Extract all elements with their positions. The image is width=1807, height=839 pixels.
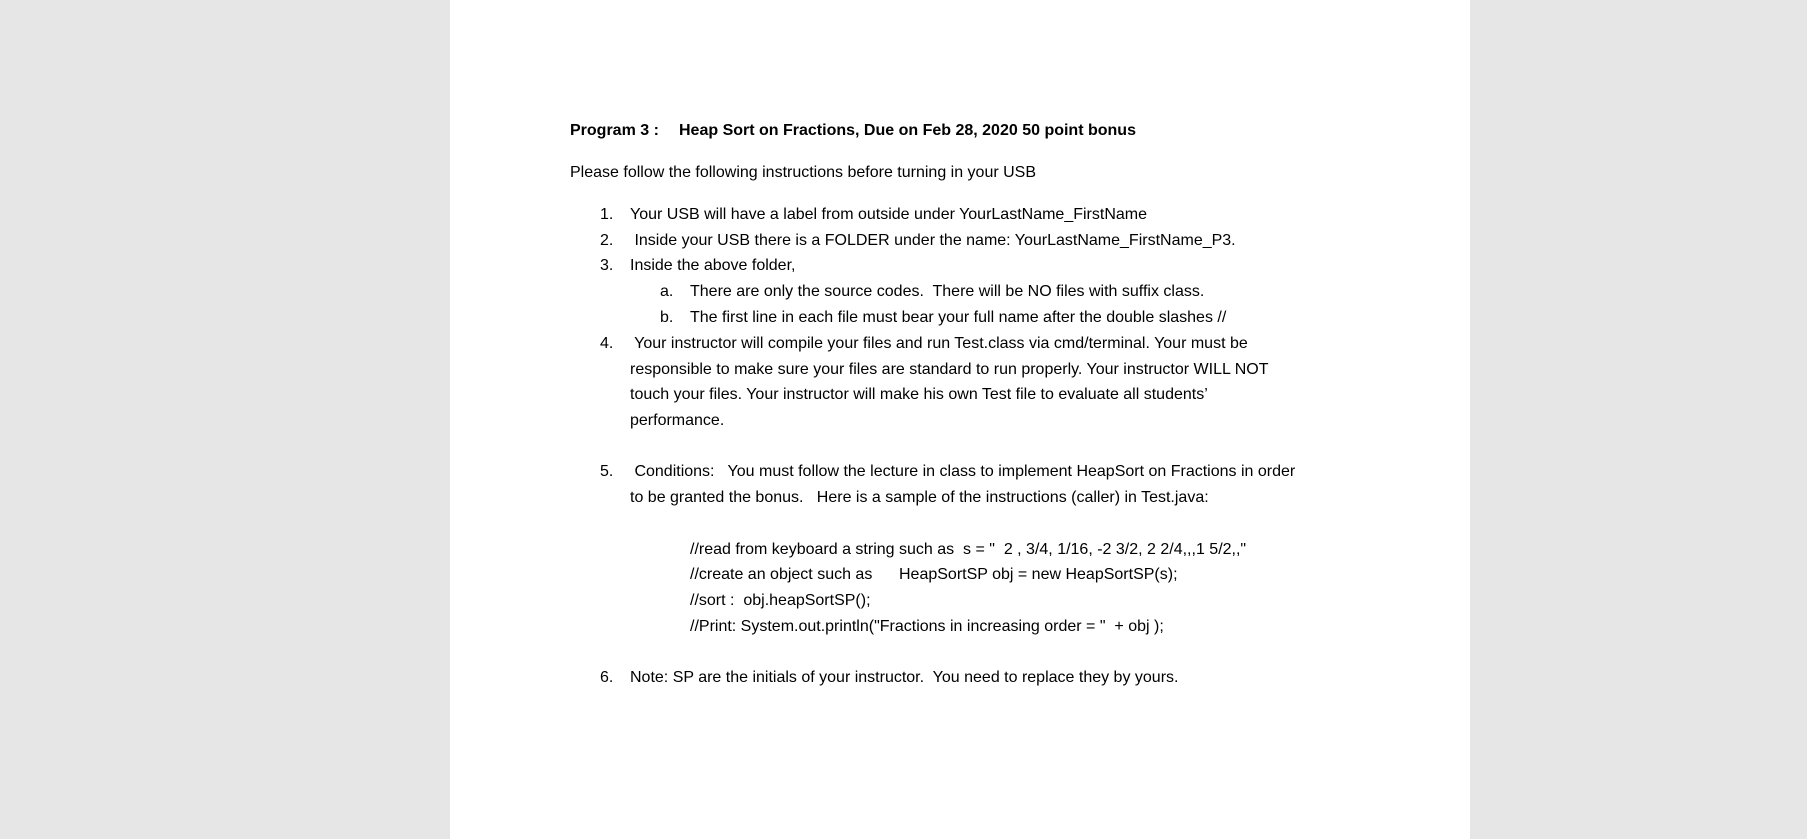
code-line: //sort : obj.heapSortSP(); bbox=[690, 592, 871, 609]
sub-item-letter: b. bbox=[660, 309, 674, 326]
sub-item-text: The first line in each file must bear your full name after the double slashes // bbox=[690, 309, 1227, 326]
document-page bbox=[450, 0, 1470, 839]
code-line: //Print: System.out.println("Fractions in increasing order = " + obj ); bbox=[690, 618, 1164, 635]
list-item-number: 2. bbox=[600, 232, 614, 249]
list-item-text: touch your files. Your instructor will make his own Test file to evaluate all students’ bbox=[630, 386, 1208, 403]
code-line: //read from keyboard a string such as s = " 2 , 3/4, 1/16, -2 3/2, 2 2/4,,,1 5/2,," bbox=[690, 541, 1247, 558]
sub-item-text: There are only the source codes. There will be NO files with suffix class. bbox=[690, 283, 1205, 300]
list-item-text: Inside the above folder, bbox=[630, 257, 796, 274]
list-item-text: Your instructor will compile your files and run Test.class via cmd/terminal. Your must be bbox=[630, 335, 1248, 352]
list-item-text: responsible to make sure your files are standard to run properly. Your instructor WILL NOT bbox=[630, 361, 1269, 378]
code-line: //create an object such as HeapSortSP obj = new HeapSortSP(s); bbox=[690, 566, 1178, 583]
list-item-text: performance. bbox=[630, 412, 725, 429]
list-item-number: 4. bbox=[600, 335, 614, 352]
sub-item-letter: a. bbox=[660, 283, 674, 300]
list-item-text: Note: SP are the initials of your instructor. You need to replace they by yours. bbox=[630, 669, 1179, 686]
list-item-number: 6. bbox=[600, 669, 614, 686]
title-prefix: Program 3 : bbox=[570, 122, 659, 139]
intro-text: Please follow the following instructions before turning in your USB bbox=[570, 164, 1037, 181]
list-item-number: 5. bbox=[600, 463, 614, 480]
list-item-text: Conditions: You must follow the lecture in class to implement HeapSort on Fractions in order bbox=[630, 463, 1296, 480]
list-item-text: Your USB will have a label from outside under YourLastName_FirstName bbox=[630, 206, 1148, 223]
list-item-text: to be granted the bonus. Here is a sample of the instructions (caller) in Test.java: bbox=[630, 489, 1209, 506]
page-title: Heap Sort on Fractions, Due on Feb 28, 2020 50 point bonus bbox=[679, 122, 1136, 139]
list-item-number: 1. bbox=[600, 206, 614, 223]
list-item-text: Inside your USB there is a FOLDER under the name: YourLastName_FirstName_P3. bbox=[630, 232, 1236, 249]
list-item-number: 3. bbox=[600, 257, 614, 274]
